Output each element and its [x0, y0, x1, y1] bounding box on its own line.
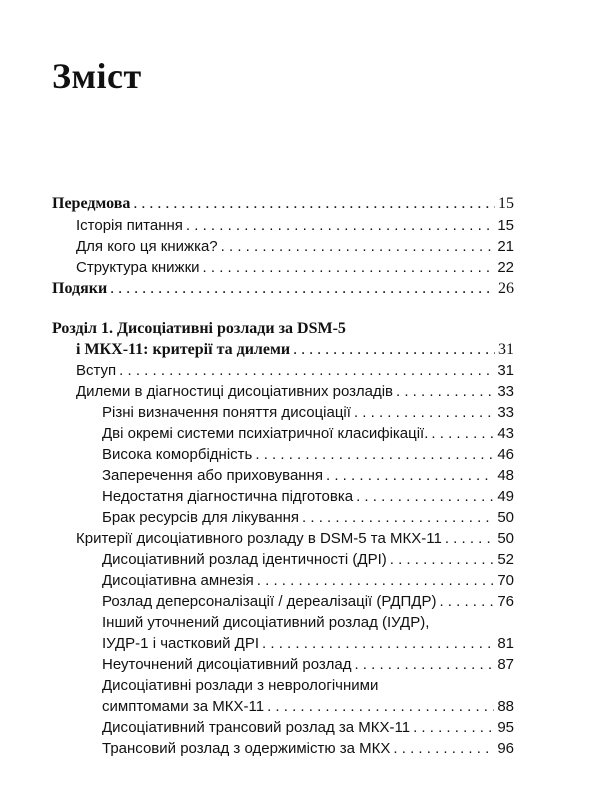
toc-page: 88 [497, 698, 514, 715]
toc-entry-criteria [76, 528, 514, 550]
toc-label: Недостатня діагностична підготовка [102, 488, 354, 505]
toc-leader [356, 486, 494, 508]
toc-label: Вступ [76, 362, 117, 379]
toc-entry-training [102, 486, 514, 508]
toc-page: 33 [497, 404, 514, 421]
toc-entry-definitions [102, 402, 514, 424]
toc-entry-neuro [102, 696, 514, 718]
toc-label: Історія питання [76, 217, 183, 234]
toc-page: 31 [498, 341, 514, 358]
toc-label: Розлад деперсоналізації / дереалізації (РДПДР) [102, 593, 437, 610]
toc-entry-two-systems [102, 423, 514, 445]
toc-leader [262, 633, 494, 655]
toc-entry-udd [102, 654, 514, 676]
toc-entry-amnesia [102, 570, 514, 592]
toc-label: Дилеми в діагностиці дисоціативних розладів [76, 383, 393, 400]
toc-page: 50 [497, 509, 514, 526]
toc-label: і МКХ-11: критерії та дилеми [76, 341, 291, 358]
toc-leader [393, 738, 494, 760]
toc-label: Різні визначення поняття дисоціації [102, 404, 351, 421]
toc-label: Передмова [52, 195, 131, 212]
toc-leader [326, 465, 494, 487]
toc-leader [257, 570, 495, 592]
toc-label: Брак ресурсів для лікування [102, 509, 300, 526]
toc-label: Критерії дисоціативного розладу в DSM-5 та МКХ-11 [76, 530, 442, 547]
toc-leader [293, 339, 495, 361]
toc-label: Дисоціативний трансовий розлад за МКХ-11 [102, 719, 411, 736]
toc-label: Структура книжки [76, 259, 200, 276]
toc-leader [354, 402, 494, 424]
toc-page: 33 [497, 383, 514, 400]
toc-leader [133, 193, 495, 215]
toc-leader [390, 549, 495, 571]
toc-entry-thanks [52, 278, 514, 300]
toc-page: 95 [497, 719, 514, 736]
toc-page: 21 [497, 238, 514, 255]
toc-label: симптомами за МКХ-11 [102, 698, 265, 715]
toc-leader [186, 215, 494, 237]
toc-entry-osdd [102, 633, 514, 655]
toc-page: 22 [497, 259, 514, 276]
chapter-title-line: Розділ 1. Дисоціативні розлади за DSM-5 [52, 320, 346, 337]
toc-entry-osdd-line: Інший уточнений дисоціативний розлад (ІУДР), [102, 614, 430, 631]
toc-page: 70 [497, 572, 514, 589]
toc-leader [203, 257, 495, 279]
toc-page: 49 [497, 488, 514, 505]
toc-page: 15 [497, 217, 514, 234]
toc-page: 48 [497, 467, 514, 484]
toc-leader [431, 423, 494, 445]
toc-page: 15 [498, 195, 514, 212]
toc-entry-structure [76, 257, 514, 279]
toc-leader [267, 696, 494, 718]
toc-page: 96 [497, 740, 514, 757]
toc-page: 81 [497, 635, 514, 652]
toc-entry-comorbidity [102, 444, 514, 466]
toc-label: Трансовий розлад з одержимістю за МКХ [102, 740, 391, 757]
toc-leader [119, 360, 494, 382]
toc-entry-possession [102, 738, 514, 760]
toc-label: Дві окремі системи психіатричної класифікації. [102, 425, 429, 442]
toc-entry-dpdr [102, 591, 514, 613]
toc-leader [255, 444, 494, 466]
toc-page: 43 [497, 425, 514, 442]
toc-entry-trance [102, 717, 514, 739]
toc-entry-preface [52, 193, 514, 215]
toc-entry-denial [102, 465, 514, 487]
toc-leader [221, 236, 495, 258]
toc-label: Висока коморбідність [102, 446, 253, 463]
toc-leader [413, 717, 494, 739]
toc-page: 87 [497, 656, 514, 673]
toc-page: 50 [497, 530, 514, 547]
toc-leader [439, 591, 494, 613]
toc-label: Для кого ця книжка? [76, 238, 218, 255]
toc-entry-intro [76, 360, 514, 382]
toc-page: 76 [497, 593, 514, 610]
toc-label: Дисоціативна амнезія [102, 572, 254, 589]
toc-page: 52 [497, 551, 514, 568]
toc-entry-audience [76, 236, 514, 258]
toc-leader [445, 528, 494, 550]
toc-leader [396, 381, 494, 403]
toc-entry-history [76, 215, 514, 237]
toc-page: 26 [498, 280, 514, 297]
toc-leader [110, 278, 495, 300]
toc-page: 46 [497, 446, 514, 463]
toc-entry-did [102, 549, 514, 571]
toc-entry-chapter-1 [76, 339, 514, 361]
toc-leader [302, 507, 494, 529]
toc-label: Заперечення або приховування [102, 467, 324, 484]
toc-label: Дисоціативний розлад ідентичності (ДРІ) [102, 551, 387, 568]
toc-label: Подяки [52, 280, 108, 297]
toc-entry-dilemmas [76, 381, 514, 403]
toc-label: Неуточнений дисоціативний розлад [102, 656, 352, 673]
toc-entry-resources [102, 507, 514, 529]
toc-label: ІУДР-1 і частковий ДРІ [102, 635, 260, 652]
page-title: Зміст [52, 56, 142, 96]
toc-leader [354, 654, 494, 676]
toc-entry-neuro-line: Дисоціативні розлади з неврологічними [102, 677, 379, 694]
toc-page: 31 [497, 362, 514, 379]
